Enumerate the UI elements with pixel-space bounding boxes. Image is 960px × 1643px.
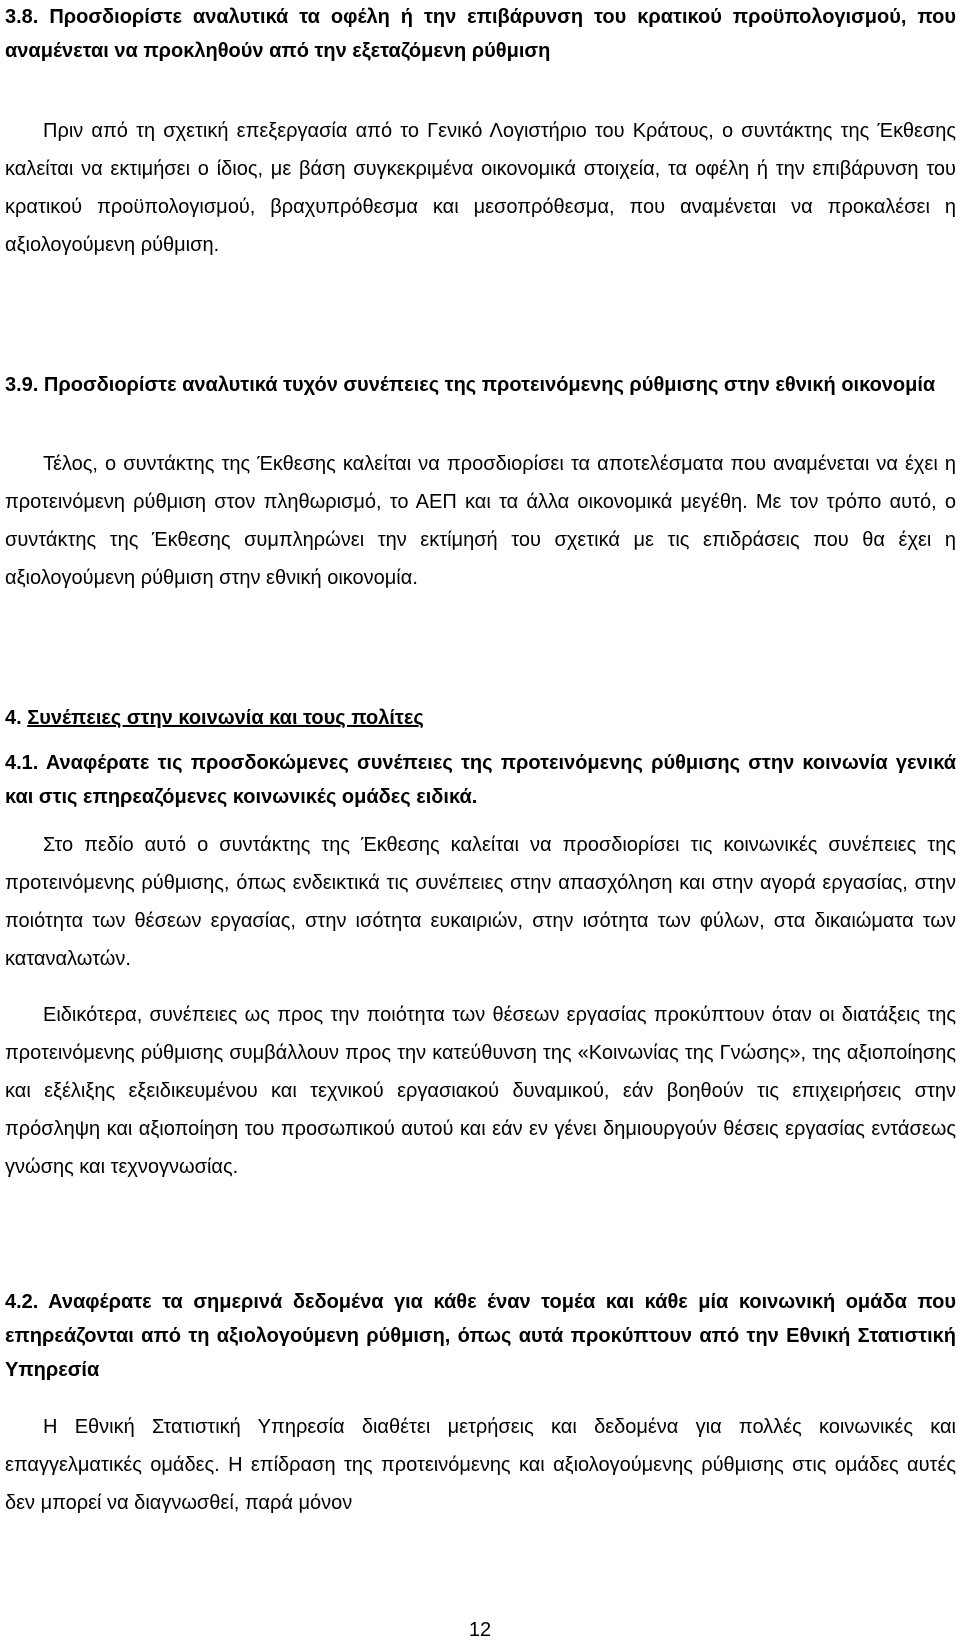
heading-4-2: 4.2. Αναφέρατε τα σημερινά δεδομένα για κάθε έναν τομέα και κάθε μία κοινωνική ομάδα που επηρεάζονται από τη αξιολογούμενη ρύθμιση, όπως αυτά προκύπτουν από την Εθνική Στατιστική Υπηρεσία bbox=[5, 1291, 956, 1381]
paragraph-4-2: Η Εθνική Στατιστική Υπηρεσία διαθέτει μετρήσεις και δεδομένα για πολλές κοινωνικές και επαγγελματικές ομάδες. Η επίδραση της προτεινόμενης και αξιολογούμενης ρύθμισης στις ομάδες αυτές δεν μπορεί να διαγνωσθεί, παρά μόνον bbox=[5, 1416, 956, 1514]
heading-4-1: 4.1. Αναφέρατε τις προσδοκώμενες συνέπειες της προτεινόμενης ρύθμισης στην κοινωνία γενικά και στις επηρεαζόμενες κοινωνικές ομάδες ειδικά. bbox=[5, 752, 956, 808]
section-4-number: 4. bbox=[5, 707, 22, 729]
paragraph-3-9: Τέλος, ο συντάκτης της Έκθεσης καλείται να προσδιορίσει τα αποτελέσματα που αναμένεται να έχει η προτεινόμενη ρύθμιση στον πληθωρισμό, το ΑΕΠ και τα άλλα οικονομικά μεγέθη. Με τον τρόπο αυτό, ο συντάκτης της Έκθεσης συμπληρώνει την εκτίμησή του σχετικά με τις επιδράσεις που θα έχει η αξιολογούμενη ρύθμιση στην εθνική οικονομία. bbox=[5, 453, 956, 589]
heading-3-9: 3.9. Προσδιορίστε αναλυτικά τυχόν συνέπειες της προτεινόμενης ρύθμισης στην εθνική οικονομία bbox=[5, 374, 936, 396]
page-number: 12 bbox=[468, 1619, 492, 1641]
paragraph-3-8: Πριν από τη σχετική επεξεργασία από το Γενικό Λογιστήριο του Κράτους, ο συντάκτης της Έκθεσης καλείται να εκτιμήσει ο ίδιος, με βάση συγκεκριμένα οικονομικά στοιχεία, τα οφέλη ή την επιβάρυνση του κρατικού προϋπολογισμού, βραχυπρόθεσμα και μεσοπρόθεσμα, που αναμένεται να προκαλέσει η αξιολογούμενη ρύθμιση. bbox=[5, 120, 956, 256]
paragraph-4-1-b: Ειδικότερα, συνέπειες ως προς την ποιότητα των θέσεων εργασίας προκύπτουν όταν οι διατάξεις της προτεινόμενης ρύθμισης συμβάλλουν προς την κατεύθυνση της «Κοινωνίας της Γνώσης», της αξιοποίησης και εξέλιξης εξειδικευμένου και τεχνικού εργασιακού δυναμικού, εάν βοηθούν τις επιχειρήσεις στην πρόσληψη και αξιοποίηση του προσωπικού αυτού και εάν εν γένει δημιουργούν θέσεις εργασίας εντάσεως γνώσης και τεχνογνωσίας. bbox=[5, 1004, 956, 1178]
paragraph-4-1-a: Στο πεδίο αυτό ο συντάκτης της Έκθεσης καλείται να προσδιορίσει τις κοινωνικές συνέπειες της προτεινόμενης ρύθμισης, όπως ενδεικτικά τις συνέπειες στην απασχόληση και στην αγορά εργασίας, στην ποιότητα των θέσεων εργασίας, στην ισότητα ευκαιριών, στην ισότητα των φύλων, στα δικαιώματα των καταναλωτών. bbox=[5, 834, 956, 970]
heading-section-4 bbox=[5, 701, 956, 735]
section-4-title: Συνέπειες στην κοινωνία και τους πολίτες bbox=[27, 707, 424, 729]
heading-3-8: 3.8. Προσδιορίστε αναλυτικά τα οφέλη ή την επιβάρυνση του κρατικού προϋπολογισμού, που αναμένεται να προκληθούν από την εξεταζόμενη ρύθμιση bbox=[5, 6, 956, 62]
